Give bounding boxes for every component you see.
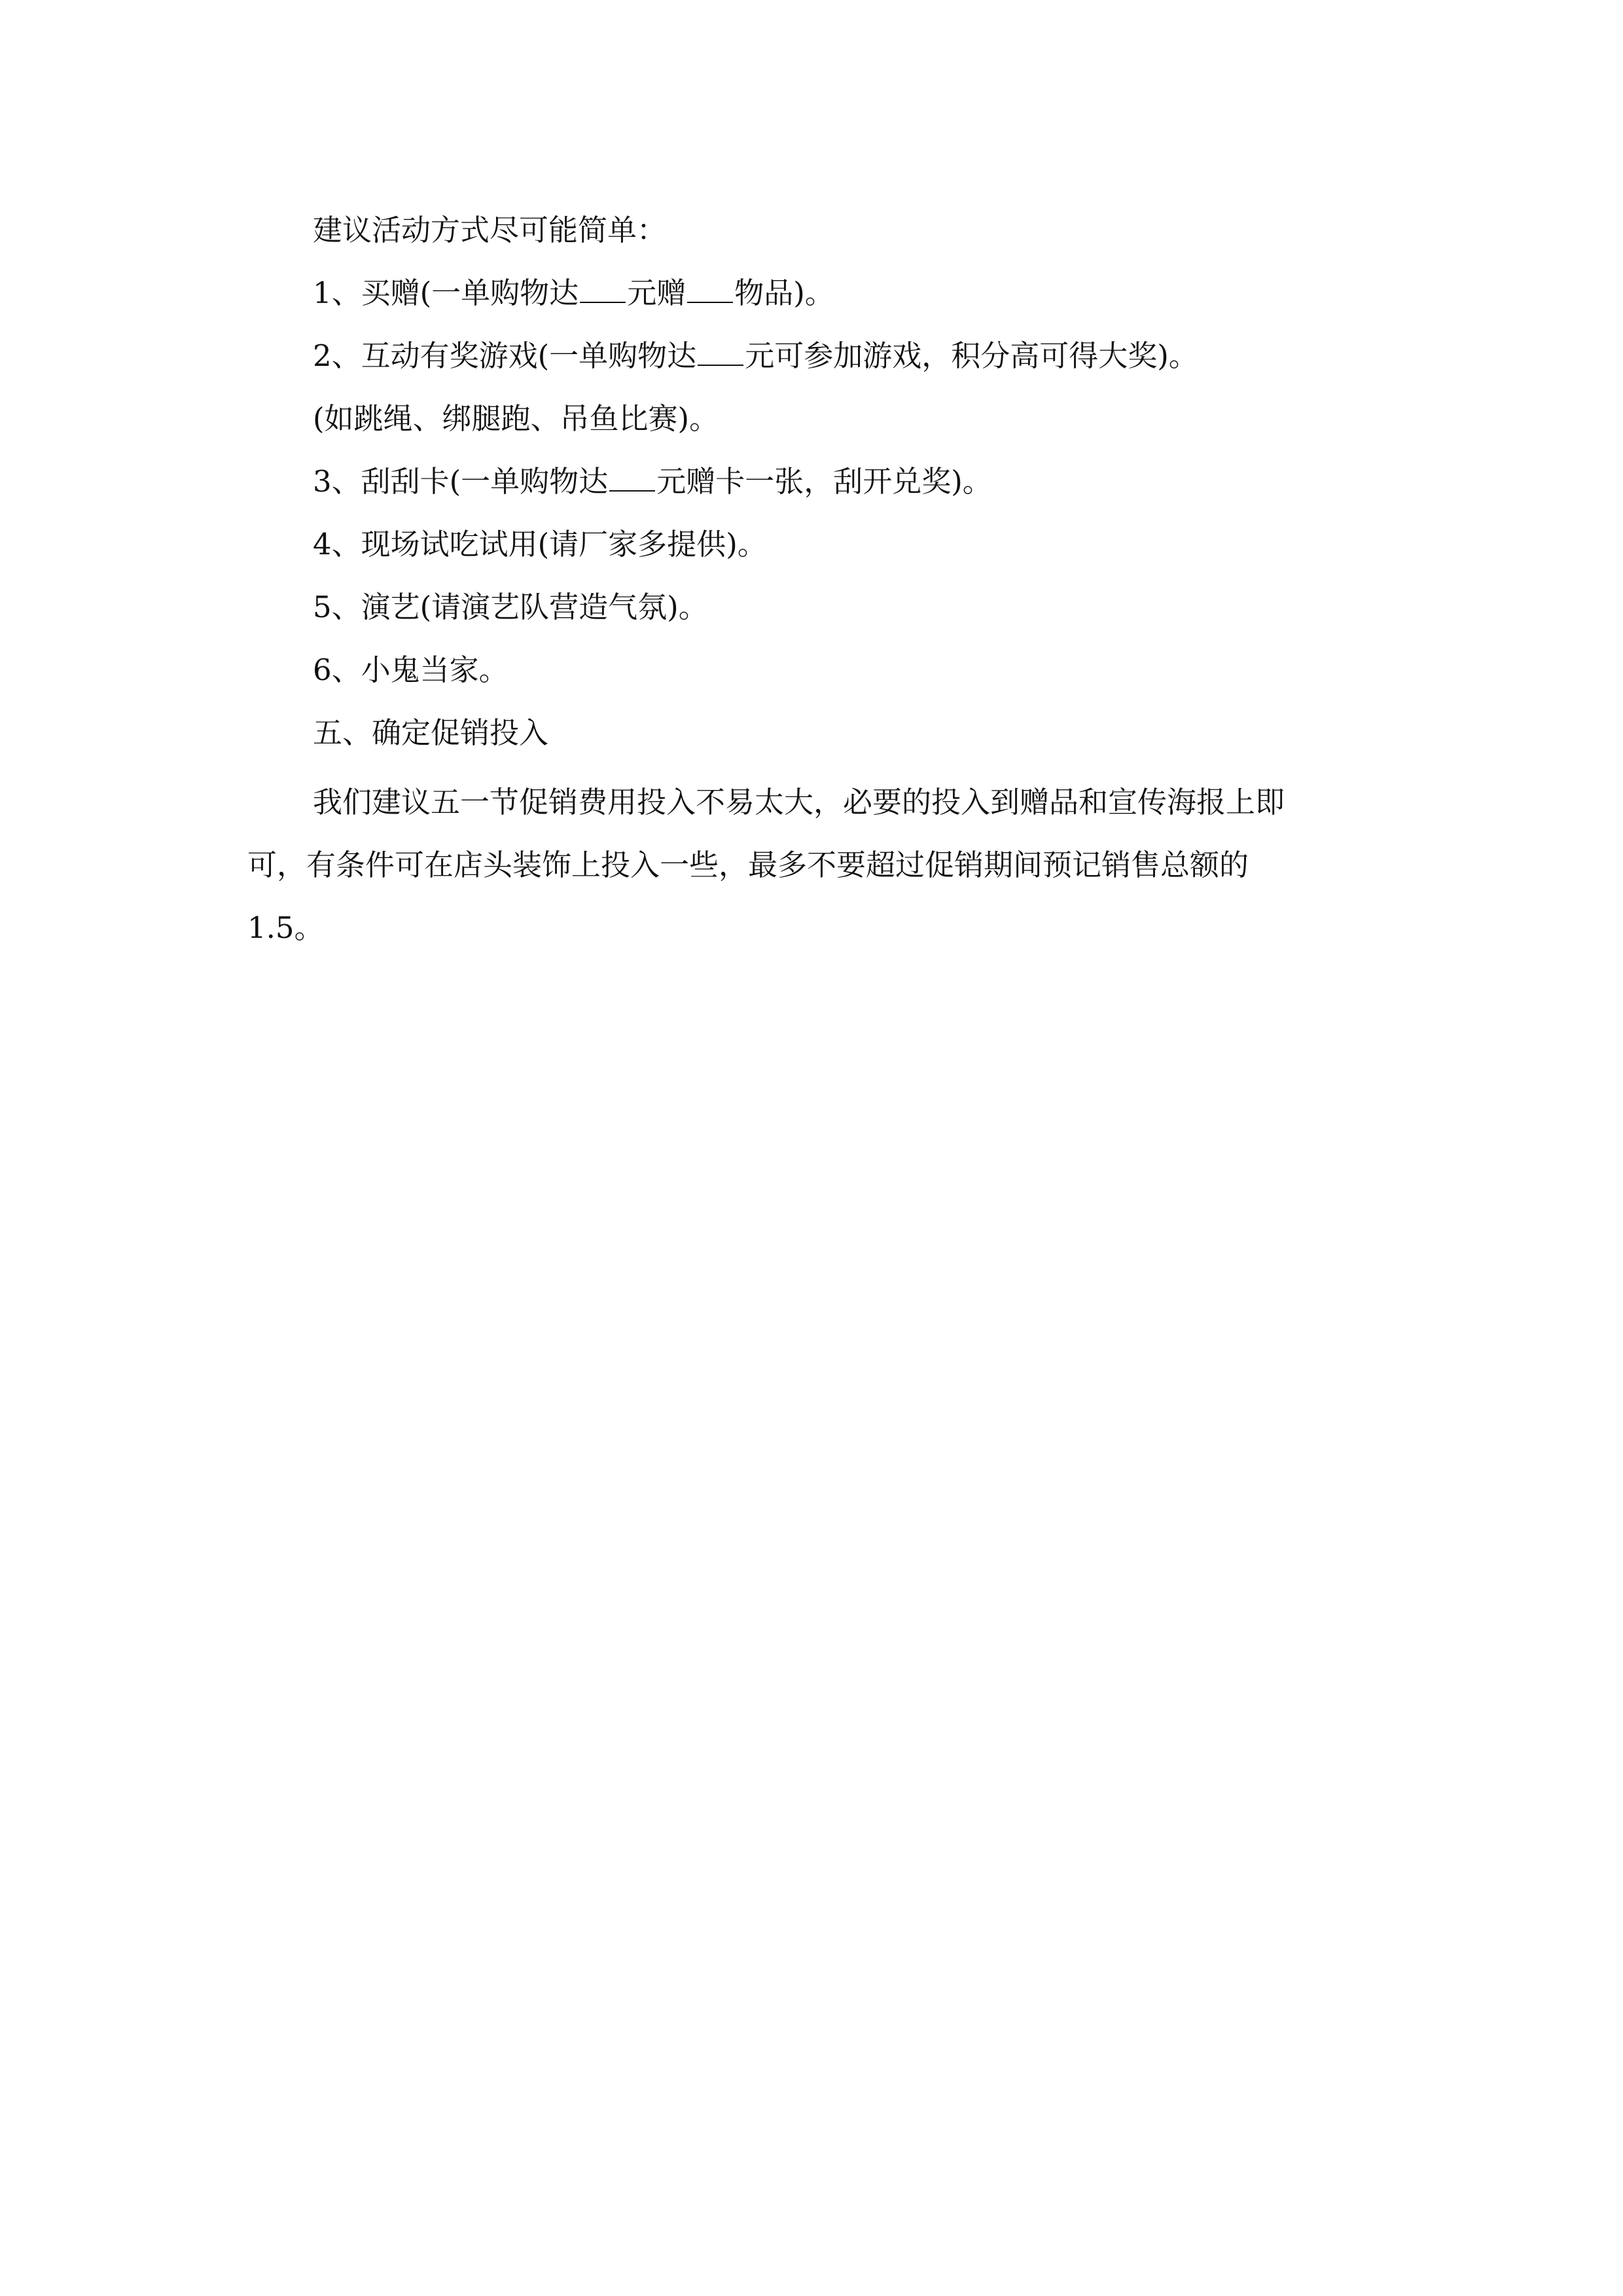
list-item-6 (313, 651, 508, 690)
blank-underline (580, 276, 626, 303)
blank-underline (609, 464, 655, 492)
list-item-3-suffix: 元赠卡一张，刮开兑奖)。 (656, 464, 992, 499)
section-heading-text: 五、确定促销投入 (313, 715, 549, 750)
list-item-2-prefix: 2、互动有奖游戏(一单购物达 (313, 338, 697, 373)
list-item-3-prefix: 3、刮刮卡(一单购物达 (313, 464, 609, 499)
paragraph-line-3 (247, 908, 324, 948)
list-item-1-mid: 元赠 (627, 276, 687, 310)
list-item-1 (313, 274, 834, 313)
list-item-2 (313, 336, 1198, 376)
blank-underline (698, 338, 743, 366)
paragraph-line-1-text: 我们建议五一节促销费用投入不易太大，必要的投入到赠品和宣传海报上即 (313, 785, 1285, 819)
list-item-5-text: 5、演艺(请演艺队营造气氛)。 (313, 590, 708, 624)
list-item-2-note-text: (如跳绳、绑腿跑、吊鱼比赛)。 (313, 401, 719, 436)
intro-text: 建议活动方式尽可能简单： (313, 213, 667, 247)
list-item-1-suffix: 物品)。 (734, 276, 834, 310)
list-item-6-text: 6、小鬼当家。 (313, 653, 508, 687)
blank-underline (687, 276, 733, 303)
list-item-1-prefix: 1、买赠(一单购物达 (313, 276, 579, 310)
paragraph-line-2 (247, 846, 1249, 885)
paragraph-line-1 (313, 783, 1285, 822)
intro-line (313, 211, 666, 250)
list-item-2-suffix: 元可参加游戏，积分高可得大奖)。 (745, 338, 1198, 373)
section-heading (313, 713, 548, 753)
list-item-5 (313, 588, 708, 627)
list-item-4 (313, 525, 767, 564)
list-item-4-text: 4、现场试吃试用(请厂家多提供)。 (313, 527, 767, 562)
paragraph-line-3-text: 1.5。 (247, 910, 324, 945)
list-item-3 (313, 462, 992, 501)
list-item-2-note (313, 399, 719, 439)
paragraph-line-2-text: 可，有条件可在店头装饰上投入一些，最多不要超过促销期间预记销售总额的 (247, 848, 1249, 882)
